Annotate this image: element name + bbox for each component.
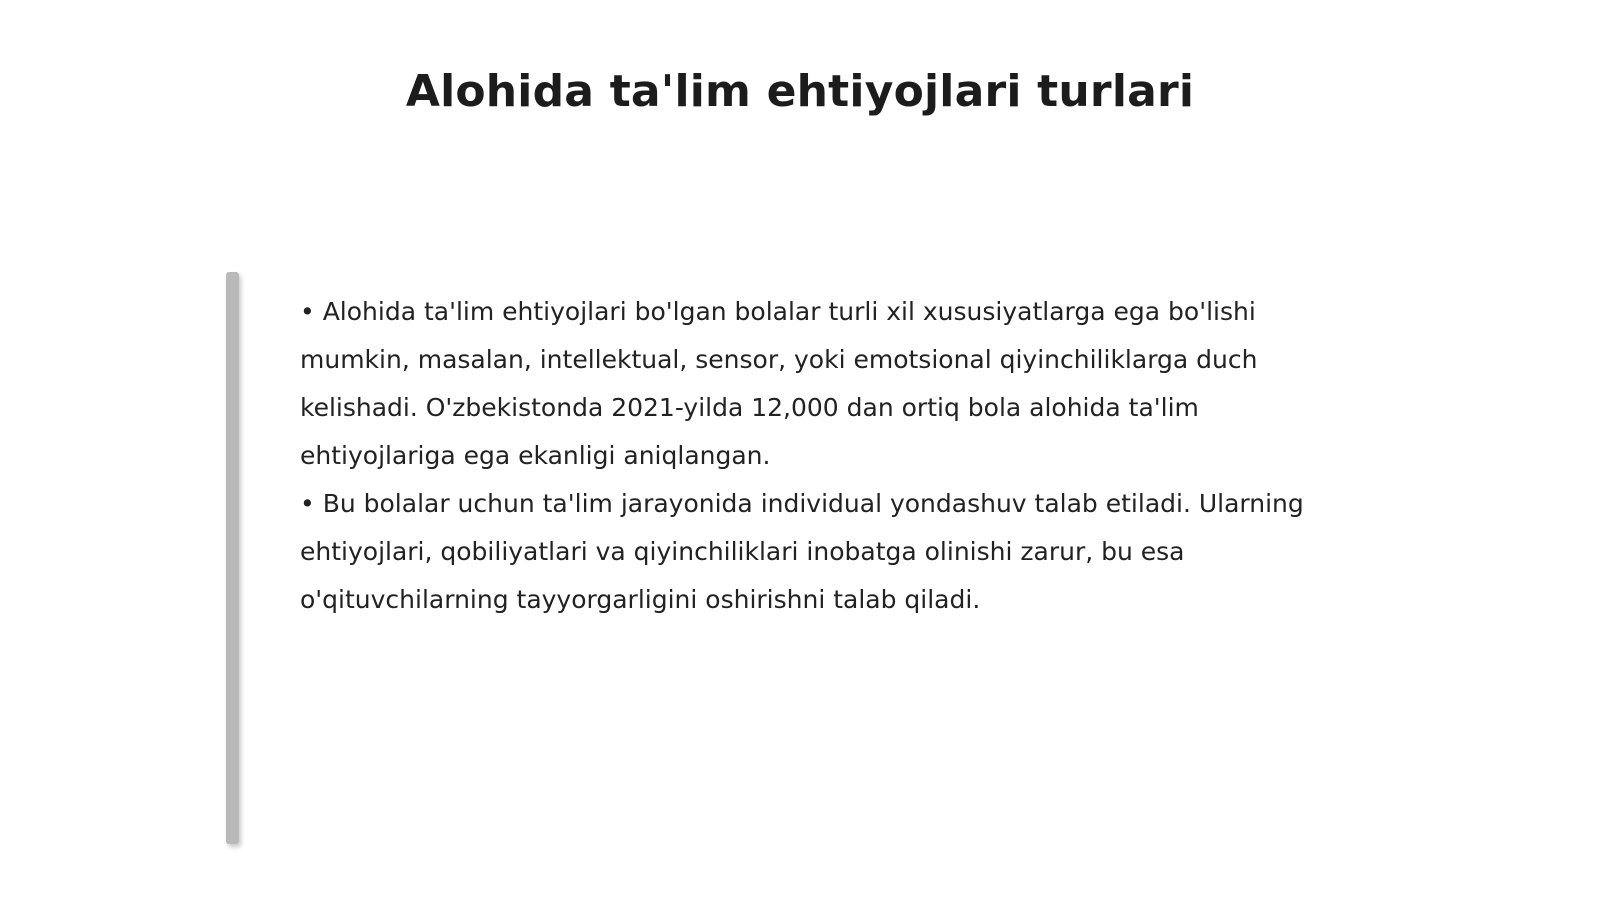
accent-bar — [226, 272, 239, 844]
slide-title: Alohida ta'lim ehtiyojlari turlari — [405, 66, 1195, 117]
slide-content — [300, 288, 1320, 624]
bullet-paragraph: • Bu bolalar uchun ta'lim jarayonida individual yondashuv talab etiladi. Ularning ehtiyojlari, qobiliyatlari va qiyinchiliklari inobatga olinishi zarur, bu esa o'qituvchilarning tayyorgarligini oshirishni talab qiladi. — [300, 489, 1304, 614]
bullet-paragraph: • Alohida ta'lim ehtiyojlari bo'lgan bolalar turli xil xususiyatlarga ega bo'lishi mumkin, masalan, intellektual, sensor, yoki emotsional qiyinchiliklarga duch kelishadi. O'zbekistonda 2021-yilda 12,000 dan ortiq bola alohida ta'lim ehtiyojlariga ega ekanligi aniqlangan. — [300, 297, 1258, 470]
